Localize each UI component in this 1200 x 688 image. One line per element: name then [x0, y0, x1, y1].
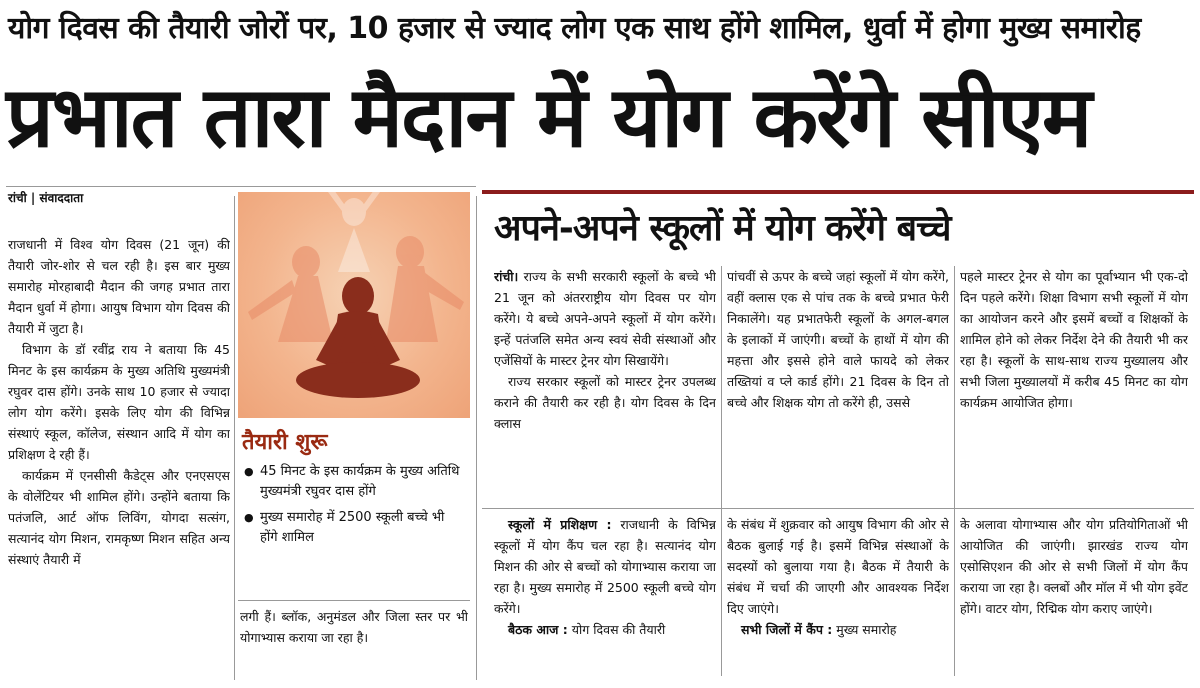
- story2-col1-text: राज्य के सभी सरकारी स्कूलों के बच्चे भी 21 जून को अंतरराष्ट्रीय योग दिवस पर योग करेंगे। ये बच्चे अपने-अपने स्कूलों में योग करेंगे। इन्हें पतंजलि समेत अन्य स्वयं सेवी संस्थाओं और एजेंसियों के मास्टर ट्रेनर योग सिखायेंगे।: [494, 269, 716, 368]
- factbox-item: ● मुख्य समारोह में 2500 स्कूली बच्चे भी होंगे शामिल: [244, 508, 466, 548]
- column-divider: [476, 196, 477, 680]
- story1-paragraph-2: विभाग के डॉ रवींद्र राय ने बताया कि 45 मिनट के इस कार्यक्रम के मुख्य अतिथि मुख्यमंत्री रघुवर दास होंगे। उनके साथ 10 हजार से ज्यादा लोग योग करेंगे। इसके लिए योग की विभिन्न संस्थाएं स्कूल, कॉलेज, संस्थान आदि में योग का प्रशिक्षण दे रही हैं।: [8, 342, 230, 462]
- divider: [238, 600, 470, 601]
- story3-column-2: [727, 514, 949, 684]
- story1-paragraph-3: कार्यक्रम में एनसीसी कैडेट्स और एनएसएस के वोलेंटियर भी शामिल होंगे। उन्होंने बताया कि पतंजलि, आर्ट ऑफ लिविंग, योगदा सत्संग, सत्यानंद योग मिशन, रामकृष्ण मिशन सहित अन्य संस्थाएं तैयारी में: [8, 468, 230, 567]
- story2-column-3: [960, 266, 1188, 502]
- story1-continued-text: लगी हैं। ब्लॉक, अनुमंडल और जिला स्तर पर भी योगाभ्यास कराया जा रहा है।: [240, 609, 468, 645]
- subhead-training: स्कूलों में प्रशिक्षण :: [508, 517, 612, 532]
- dateline: रांची।: [494, 269, 519, 284]
- subhead-district-camps: सभी जिलों में कैंप :: [741, 622, 833, 637]
- story2-headline: अपने-अपने स्कूलों में योग करेंगे बच्चे: [494, 208, 951, 249]
- divider: [482, 508, 1194, 509]
- main-headline: प्रभात तारा मैदान में योग करेंगे सीएम: [6, 68, 1091, 166]
- story3-col1b-text: योग दिवस की तैयारी: [571, 622, 666, 637]
- story1-continuation: [240, 606, 468, 682]
- story3-col2b-text: मुख्य समारोह: [836, 622, 897, 637]
- factbox-list: [244, 462, 466, 554]
- story3-col3-text: के अलावा योगाभ्यास और योग प्रतियोगिताओं भी आयोजित की जाएंगी। झारखंड राज्य योग एसोसिएशन की ओर से सभी जिलों में योग कैंप कराया जा रहा है। क्लबों और मॉल में भी योग इवेंट होंगे। वाटर योग, रिद्मिक योग कराए जाएंगे।: [960, 517, 1188, 616]
- factbox-item: ● 45 मिनट के इस कार्यक्रम के मुख्य अतिथि मुख्यमंत्री रघुवर दास होंगे: [244, 462, 466, 502]
- story3-column-1: [494, 514, 716, 684]
- section-accent-bar: [482, 190, 1194, 194]
- column-divider: [721, 266, 722, 676]
- divider: [6, 186, 476, 187]
- byline: रांची | संवाददाता: [8, 191, 84, 205]
- kicker-headline: योग दिवस की तैयारी जोरों पर, 10 हजार से ज्याद लोग एक साथ होंगे शामिल, धुर्वा में होगा मुख्य समारोह: [8, 11, 1141, 46]
- story2-column-1: [494, 266, 716, 502]
- column-divider: [954, 266, 955, 676]
- yoga-figure-image: [238, 192, 470, 418]
- story3-col1-text: राजधानी के विभिन्न स्कूलों में योग कैंप चल रहा है। सत्यानंद योग मिशन की ओर से बच्चों को योगाभ्यास कराया जा रहा है। मुख्य समारोह में 2500 स्कूली बच्चे योग करेंगे।: [494, 517, 716, 616]
- story2-col2-text: पांचवीं से ऊपर के बच्चे जहां स्कूलों में योग करेंगे, वहीं क्लास एक से पांच तक के बच्चे प्रभात फेरी निकालेंगे। यह प्रभातफेरी स्कूलों के अगल-बगल के इलाकों में जाएंगी। बच्चों के हाथों में योग की महत्ता और इससे होने वाले फायदे को लेकर तख्तियां व प्ले कार्ड होंगे। 21 दिवस के दिन तो बच्चे और शिक्षक योग तो करेंगे ही, उससे: [727, 269, 949, 410]
- story2-col3-text: पहले मास्टर ट्रेनर से योग का पूर्वाभ्यान भी एक-दो दिन पहले करेंगे। शिक्षा विभाग सभी स्कूलों में योग का आयोजन करने और इसमें बच्चों व शिक्षकों के शामिल होने को लेकर निर्देश देने की तैयारी भी कर रहा है। स्कूलों के साथ-साथ राज्य मुख्यालय और सभी जिला मुख्यालयों में करीब 45 मिनट का योग कार्यक्रम आयोजित होगा।: [960, 269, 1188, 410]
- story1-column: [8, 234, 230, 680]
- factbox-title: तैयारी शुरू: [242, 430, 328, 455]
- yoga-illustration: [238, 192, 470, 418]
- story2-column-2: [727, 266, 949, 502]
- column-divider: [234, 196, 235, 680]
- story3-col2-text: के संबंध में शुक्रवार को आयुष विभाग की ओर से बैठक बुलाई गई है। इसमें विभिन्न संस्थाओं के सदस्यों को बुलाया गया है। बैठक में तैयारी के संबंध में चर्चा की जाएगी और आवश्यक निर्देश दिए जाएंगे।: [727, 517, 949, 616]
- subhead-meeting: बैठक आज :: [508, 622, 568, 637]
- story1-paragraph-1: राजधानी में विश्व योग दिवस (21 जून) की तैयारी जोर-शोर से चल रही है। इस बार मुख्य समारोह मोरहाबादी मैदान की जगह प्रभात तारा मैदान धुर्वा में होगा। आयुष विभाग योग दिवस की तैयारी में जुटा है।: [8, 237, 230, 336]
- story2-col1-text-b: राज्य सरकार स्कूलों को मास्टर ट्रेनर उपलब्ध कराने की तैयारी कर रही है। योग दिवस के दिन क्लास: [494, 374, 716, 431]
- story3-column-3: [960, 514, 1188, 684]
